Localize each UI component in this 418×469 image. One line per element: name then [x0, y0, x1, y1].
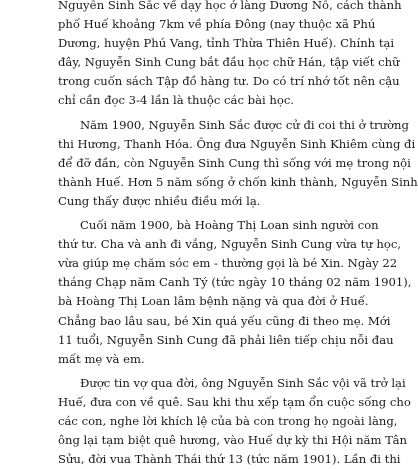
- text-line: đây, Nguyễn Sinh Cung bắt đầu học chữ Hán, tập viết chữ: [58, 55, 400, 70]
- text-line: Cung thấy được nhiều điều mới lạ.: [58, 193, 261, 208]
- text-line: ông lại tạm biệt quê hương, vào Huế dự kỳ thi Hội năm Tân: [58, 433, 407, 448]
- text-line: mất mẹ và em.: [58, 351, 145, 366]
- text-line: Cuối năm 1900, bà Hoàng Thị Loan sinh người con: [80, 218, 379, 233]
- text-line: Sửu, đời vua Thành Thái thứ 13 (tức năm 1901). Lần đi thi: [58, 452, 401, 467]
- text-line: các con, nghe lời khích lệ của bà con trong họ ngoài làng,: [58, 413, 398, 428]
- text-line: thành Huế. Hơn 5 năm sống ở chốn kinh thành, Nguyễn Sinh: [58, 174, 418, 189]
- text-line: 11 tuổi, Nguyễn Sinh Cung đã phải liên tiếp chịu nỗi đau: [58, 332, 394, 347]
- text-line: để đỡ đần, còn Nguyễn Sinh Cung thì sống với mẹ trong nội: [58, 155, 411, 170]
- text-line: chỉ cần đọc 3-4 lần là thuộc các bài học.: [58, 93, 294, 108]
- text-line: Năm 1900, Nguyễn Sinh Sắc được cử đi coi thi ở trường: [80, 117, 409, 132]
- paragraph: [58, 116, 418, 211]
- body-text: [58, 0, 418, 467]
- text-line: thi Hương, Thanh Hóa. Ông đưa Nguyễn Sinh Khiêm cùng đi: [58, 136, 416, 151]
- paragraph: [58, 374, 411, 467]
- text-line: Được tin vợ qua đời, ông Nguyễn Sinh Sắc vội vã trở lại: [80, 375, 406, 390]
- text-line: thứ tư. Cha và anh đi vắng, Nguyễn Sinh Cung vừa tự học,: [58, 237, 402, 252]
- text-line: Dương, huyện Phú Vang, tỉnh Thừa Thiên Huế). Chính tại: [58, 36, 395, 51]
- text-line: vừa giúp mẹ chăm sóc em - thường gọi là bé Xin. Ngày 22: [58, 256, 398, 271]
- text-line: trong cuốn sách Tập đồ hàng tư. Do có trí nhớ tốt nên cậu: [58, 74, 400, 89]
- text-line: phố Huế khoảng 7km về phía Đông (nay thuộc xã Phú: [58, 17, 376, 32]
- text-line: tháng Chạp năm Canh Tý (tức ngày 10 tháng 02 năm 1901),: [58, 275, 412, 290]
- paragraph: [58, 0, 402, 111]
- paragraph: [58, 216, 412, 369]
- text-line: Huế, đưa con về quê. Sau khi thu xếp tạm ổn cuộc sống cho: [58, 394, 411, 409]
- text-line: Nguyễn Sinh Sắc về dạy học ở làng Dương Nỗ, cách thành: [58, 0, 402, 12]
- text-line: bà Hoàng Thị Loan lâm bệnh nặng và qua đời ở Huế.: [58, 294, 369, 309]
- text-line: Chẳng bao lâu sau, bé Xin quá yếu cũng đi theo mẹ. Mới: [58, 313, 391, 328]
